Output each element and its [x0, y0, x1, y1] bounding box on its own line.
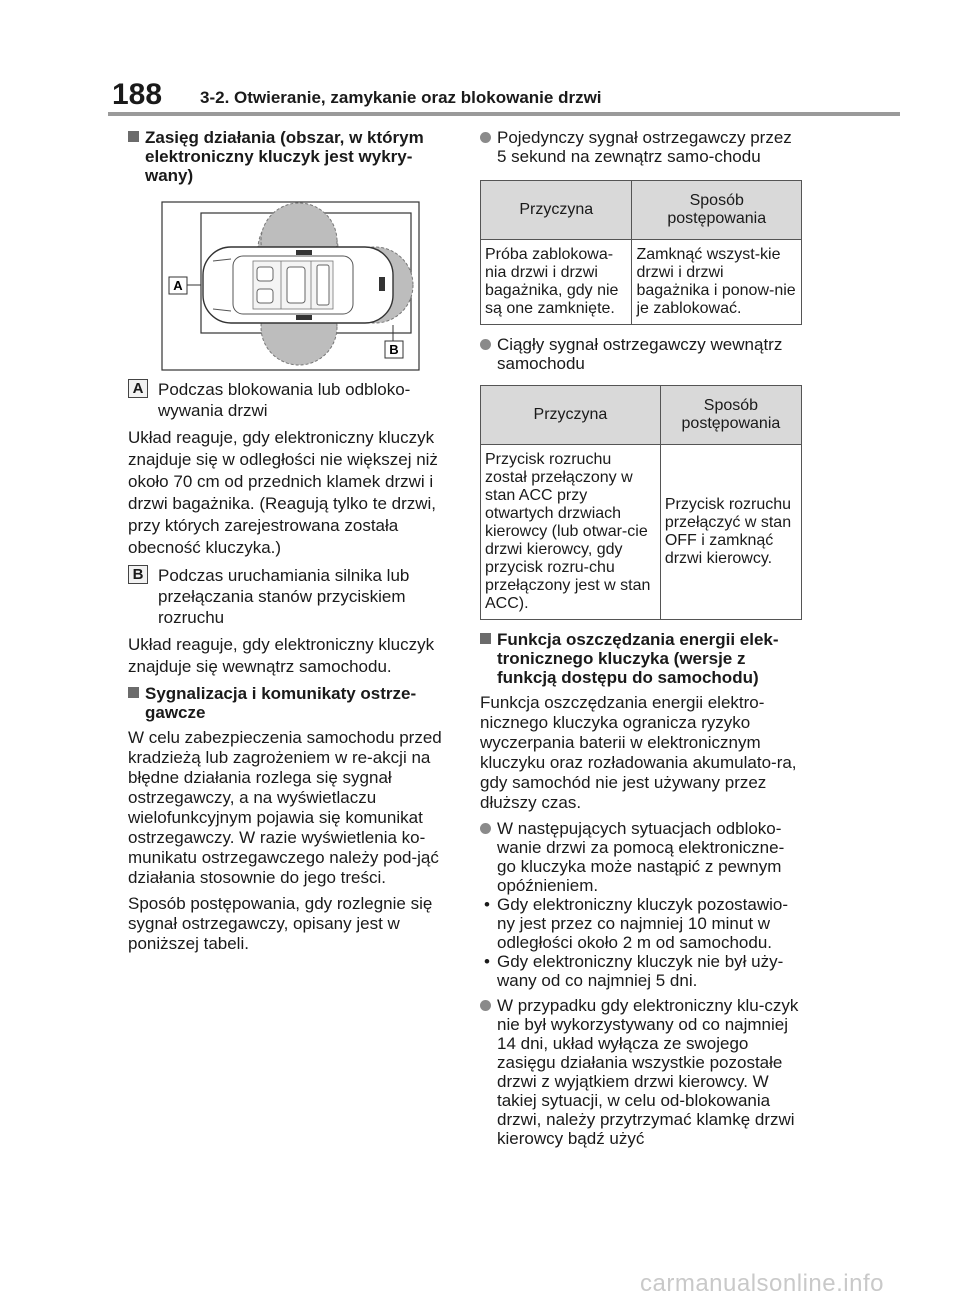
round-bullet-icon: [480, 823, 491, 834]
dot-item-internal-signal-text: Ciągły sygnał ostrzegawczy wewnątrz samochodu: [497, 335, 783, 373]
paragraph-warnings: W celu zabezpieczenia samochodu przed kradzieżą lub zagrożeniem w re-akcji na błędne działania rozlega się sygnał ostrzegawczy, a na wyświetlaczu wielofunkcyjnym pojawia się komunikat ostrzegawczy. W razie wyświetlenia ko-munikatu ostrzegawczego należy pod-jąć działania stosownie do jego treści.: [128, 728, 442, 887]
table2-action: Przycisk rozruchu przełączyć w stan OFF i zamknąć drzwi kierowcy.: [660, 445, 801, 620]
heading-warnings-text: Sygnalizacja i komunikaty ostrze-gawcze: [145, 684, 417, 722]
table1-action: Zamknąć wszyst-kie drzwi i drzwi bagażnika i ponow-nie je zablokować.: [632, 240, 802, 325]
round-bullet-icon: [480, 1000, 491, 1011]
table2-header-action: Sposób postępowania: [660, 386, 801, 445]
square-bullet-icon: [128, 687, 139, 698]
dot-item-delay-text: W następujących sytuacjach odbloko-wanie drzwi za pomocą elektroniczne-go kluczyka może nastąpić z pewnym opóźnieniem.: [497, 819, 785, 895]
label-a-badge: A: [128, 379, 148, 398]
dot-item-internal-signal: [480, 335, 802, 373]
item-a: [128, 379, 450, 421]
table1-header-action: Sposób postępowania: [632, 181, 802, 240]
left-column: [128, 128, 450, 960]
page-number: 188: [112, 78, 163, 111]
heading-warnings: [128, 684, 450, 722]
heading-energy-saving-text: Funkcja oszczędzania energii elek-tronicznego kluczyka (wersje z funkcją dostępu do samochodu): [497, 630, 779, 687]
heading-range-text: Zasięg działania (obszar, w którym elektroniczny kluczyk jest wykry-wany): [145, 128, 424, 185]
square-bullet-icon: [128, 131, 139, 142]
item-a-text: Podczas blokowania lub odbloko-wywania drzwi: [158, 380, 411, 420]
round-bullet-icon: [480, 339, 491, 350]
bullet-10-minutes-text: Gdy elektroniczny kluczyk pozostawio-ny jest przez co najmniej 10 minut w odległości około 2 m od samochodu.: [497, 895, 789, 952]
table2-header-cause: Przyczyna: [481, 386, 661, 445]
table1-header-cause: Przyczyna: [481, 181, 632, 240]
watermark: carmanualsonline.info: [640, 1270, 884, 1297]
label-a-text: A: [173, 278, 183, 293]
heading-range: [128, 128, 450, 185]
table-external-signal: [480, 180, 802, 325]
table1-cause: Próba zablokowa-nia drzwi i drzwi bagażnika, gdy nie są one zamknięte.: [481, 240, 632, 325]
round-bullet-icon: [480, 132, 491, 143]
label-b-text: B: [389, 342, 399, 357]
section-title: 3-2. Otwieranie, zamykanie oraz blokowanie drzwi: [200, 88, 602, 107]
bullet-10-minutes: [480, 895, 802, 952]
bullet-icon: •: [484, 952, 490, 971]
paragraph-b: Układ reaguje, gdy elektroniczny kluczyk znajduje się wewnątrz samochodu.: [128, 635, 435, 676]
item-b: [128, 565, 450, 628]
square-bullet-icon: [480, 633, 491, 644]
paragraph-procedure: Sposób postępowania, gdy rozlegnie się sygnał ostrzegawczy, opisany jest w poniższej tabeli.: [128, 894, 433, 953]
car-diagram-svg: [161, 201, 420, 371]
table-internal-signal: [480, 385, 802, 620]
dot-item-14-days-text: W przypadku gdy elektroniczny klu-czyk nie był wykorzystywany od co najmniej 14 dni, układ wyłącza ze swojego zasięgu działania wszystkie pozostałe drzwi z wyjątkiem drzwi kierowcy. W takiej sytuacji, w celu od-blokowania drzwi, należy przytrzymać klamkę drzwi kierowcy bądź użyć: [497, 996, 799, 1148]
item-b-text: Podczas uruchamiania silnika lub przełączania stanów przyciskiem rozruchu: [158, 566, 410, 627]
paragraph-energy-saving: Funkcja oszczędzania energii elektro-nicznego kluczyka ogranicza ryzyko wyczerpania baterii w elektronicznym kluczyku oraz rozładowania akumulato-ra, gdy samochód nie jest używany przez dłuższy czas.: [480, 693, 797, 812]
dot-item-14-days: [480, 996, 802, 1148]
bullet-5-days: [480, 952, 802, 990]
paragraph-a: Układ reaguje, gdy elektroniczny kluczyk znajduje się w odległości nie większej niż około 70 cm od przednich klamek drzwi i drzwi bagażnika. (Reagują tylko te drzwi, przy których zarejestrowana została obecność kluczyka.): [128, 428, 438, 557]
label-b-badge: B: [128, 565, 148, 584]
car-range-diagram: [161, 201, 420, 371]
heading-energy-saving: [480, 630, 802, 687]
dot-item-external-signal-text: Pojedynczy sygnał ostrzegawczy przez 5 sekund na zewnątrz samo-chodu: [497, 128, 792, 166]
table2-cause: Przycisk rozruchu został przełączony w stan ACC przy otwartych drzwiach kierowcy (lub otwar-cie drzwi kierowcy, gdy przycisk rozru-chu przełączony jest w stan ACC).: [481, 445, 661, 620]
header-rule: [108, 112, 900, 116]
dot-item-delay: [480, 819, 802, 895]
bullet-icon: •: [484, 895, 490, 914]
right-column: [480, 128, 802, 1154]
bullet-5-days-text: Gdy elektroniczny kluczyk nie był uży-wany od co najmniej 5 dni.: [497, 952, 784, 990]
dot-item-external-signal: [480, 128, 802, 166]
